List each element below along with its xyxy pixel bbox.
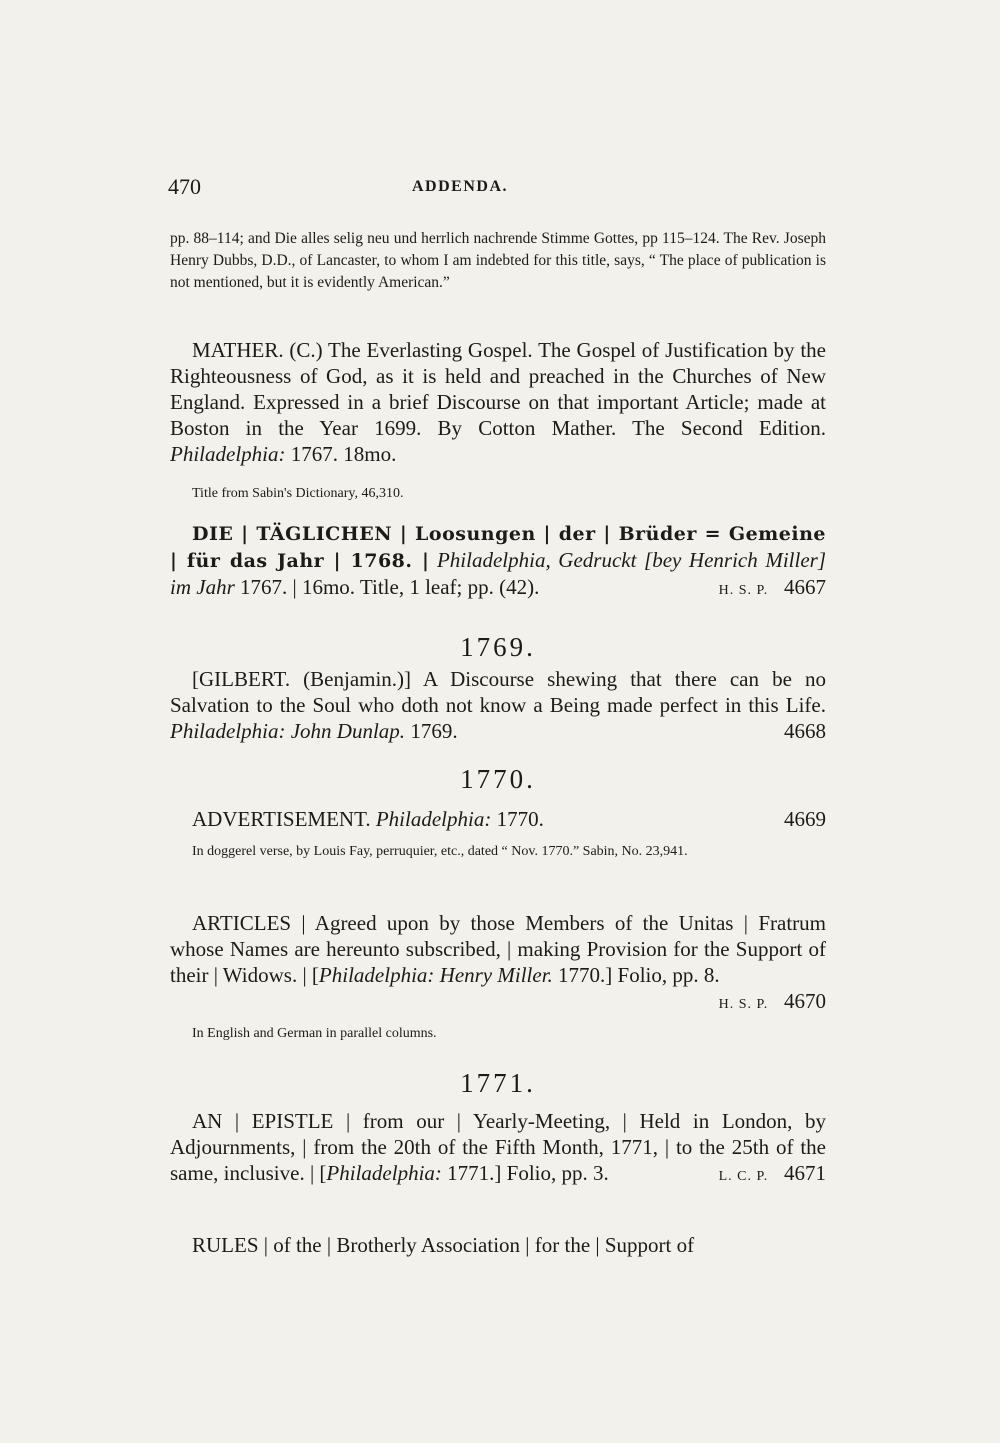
entry-advertisement-text: ADVERTISEMENT.: [192, 807, 371, 831]
entry-losungen: [170, 520, 826, 604]
year-heading-1769: 1769.: [460, 632, 536, 662]
entry-mather: [170, 337, 826, 467]
entry-articles-tail: 1770.] Folio, pp. 8.: [558, 963, 720, 987]
year-heading-1770: 1770.: [460, 764, 536, 794]
entry-mather-tail: 1767. 18mo.: [290, 442, 397, 466]
entry-articles-imprint: Philadelphia: Henry Miller.: [318, 963, 553, 987]
entry-gilbert-imprint: Philadelphia: John Dunlap.: [170, 719, 406, 743]
entry-advertisement-tail: 1770.: [496, 807, 544, 831]
entry-epistle: [170, 1108, 826, 1190]
intro-paragraph: pp. 88–114; and Die alles selig neu und herrlich nachrende Stimme Gottes, pp 115–124. The Rev. Joseph Henry Dubbs, D.D., of Lancaster, to whom I am indebted for this title, says, “ The place of publication is not mentioned, but it is evidently American.”: [170, 230, 826, 291]
entry-epistle-location: L. C. P.: [718, 1169, 769, 1184]
entry-advertisement-note: In doggerel verse, by Louis Fay, perruquier, etc., dated “ Nov. 1770.” Sabin, No. 23,941.: [192, 844, 688, 859]
entry-epistle-tail: 1771.] Folio, pp. 3.: [447, 1161, 609, 1185]
entry-losungen-tail: 1767. | 16mo. Title, 1 leaf; pp. (42).: [240, 575, 540, 599]
entry-epistle-text: AN | EPISTLE | from our | Yearly-Meeting, | Held in London, by Adjournments, | from the 20th of the Fifth Month, 1771, | to the 25th of the same, inclusive. | [: [170, 1109, 826, 1185]
year-heading-1771: 1771.: [460, 1068, 536, 1098]
page-header: [168, 174, 828, 204]
entry-epistle-imprint: Philadelphia:: [326, 1161, 442, 1185]
entry-mather-imprint: Philadelphia:: [170, 442, 286, 466]
entry-advertisement: [170, 806, 826, 832]
entry-articles-text: ARTICLES | Agreed upon by those Members of the Unitas | Fratrum whose Names are hereunto subscribed, | making Provision for the Support of their | Widows. | [: [170, 911, 826, 987]
entry-mather-note: Title from Sabin's Dictionary, 46,310.: [192, 486, 404, 501]
entry-mather-text: MATHER. (C.) The Everlasting Gospel. The Gospel of Justification by the Righteousness of God, as it is held and preached in the Churches of New England. Expressed in a brief Discourse on that important Article; made at Boston in the Year 1699. By Cotton Mather. The Second Edition.: [170, 338, 826, 440]
entry-rules: RULES | of the | Brotherly Association | for the | Support of: [192, 1233, 695, 1257]
entry-articles: [170, 910, 826, 1018]
entry-gilbert-tail: 1769.: [410, 719, 458, 743]
running-title: ADDENDA.: [412, 178, 508, 195]
page-number: 470: [168, 174, 201, 199]
entry-gilbert-number: 4668: [784, 719, 826, 743]
entry-articles-location: H. S. P.: [718, 997, 769, 1012]
entry-losungen-number: 4667: [784, 575, 826, 599]
entry-advertisement-imprint: Philadelphia:: [375, 807, 492, 831]
entry-losungen-location: H. S. P.: [718, 583, 769, 598]
entry-gilbert: [170, 666, 826, 744]
entry-advertisement-number: 4669: [784, 807, 826, 831]
entry-epistle-number: 4671: [784, 1161, 826, 1185]
entry-losungen-head: DIE | TÄGLICHEN | Loosungen | der | Brüder = Gemeine | für das Jahr | 1768. |: [170, 523, 826, 572]
entry-losungen-imprint: Philadelphia, Gedruckt [bey Henrich Miller] im Jahr: [170, 548, 826, 599]
entry-articles-number: 4670: [784, 989, 826, 1013]
entry-articles-note: In English and German in parallel columns.: [192, 1026, 437, 1041]
entry-gilbert-text: [GILBERT. (Benjamin.)] A Discourse shewing that there can be no Salvation to the Soul who doth not know a Being made perfect in this Life.: [170, 667, 826, 717]
